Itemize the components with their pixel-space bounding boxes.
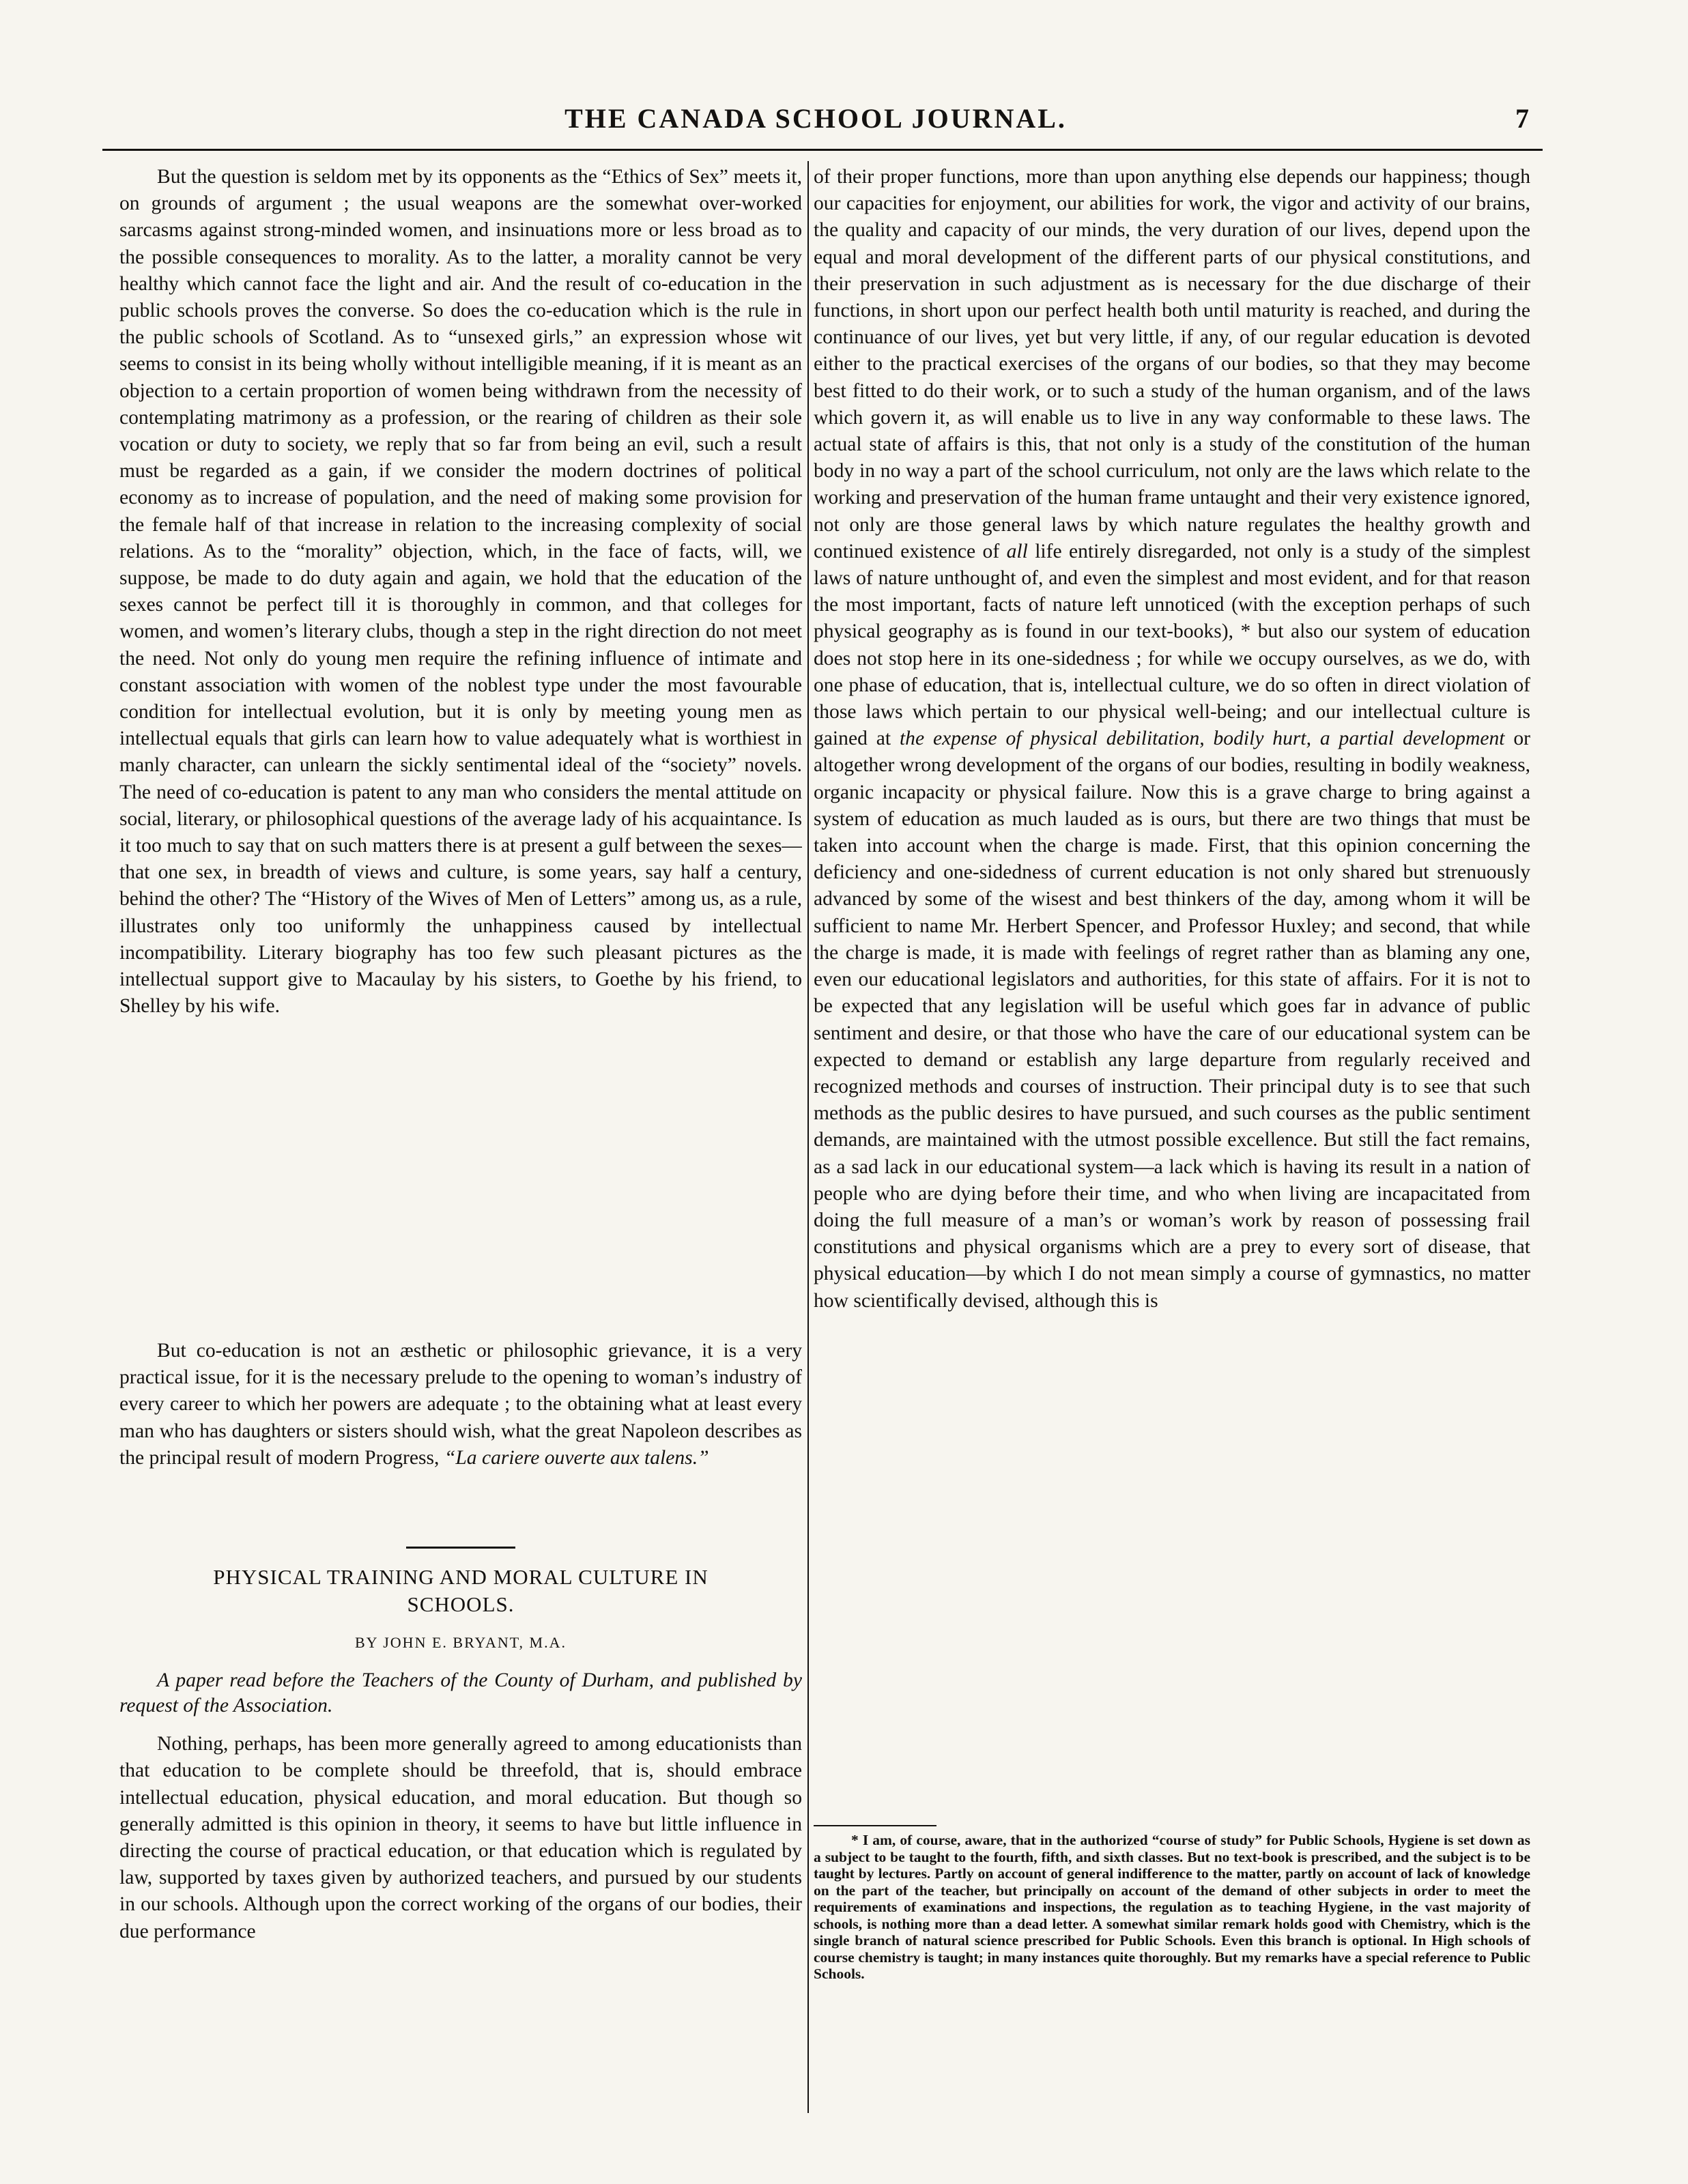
paragraph-opening: Nothing, perhaps, has been more generally agreed to among educationists than that education to be complete should be threefold, that is, should embrace intellectual education, physical education, and moral education. But though so generally admitted is this opinion in theory, it seems to have but little influence in directing the course of practical education, or that education which is regulated by law, supported by taxes given by authorized teachers, and pursued by our students in our schools. Although upon the correct working of the organs of our bodies, their due performance: [119, 1733, 802, 1942]
paragraph-coeducation: [119, 1338, 802, 1471]
continued-text-part1: of their proper functions, more than upon anything else depends our happiness; though our capacities for enjoyment, our abilities for work, the vigor and activity of our brains, the quality and capacity of our minds, the very duration of our lives, depend upon the equal and moral development of the different parts of our physical constitutions, and their preservation in such adjustment as is necessary for the due discharge of their functions, in short upon our perfect health both until maturity is reached, and during the continuance of our lives, yet but very little, if any, of our regular education is devoted either to the practical exercises of the organs of our bodies, so that they may become best fitted to do their work, or to such a study of the human organism, and of the laws which govern it, as will enable us to live in any way conformable to these laws. The actual state of affairs is this, that not only is a study of the constitution of the human body in no way a part of the school curriculum, not only are the laws which relate to the working and preservation of the human frame untaught and their very existence ignored, not only are those general laws by which nature regulates the healthy growth and continued existence of: [814, 166, 1530, 562]
header-rule: [102, 149, 1543, 151]
emphasis-expense: the expense of physical debilitation, bodily hurt, a partial development: [899, 728, 1505, 750]
article-subtitle: A paper read before the Teachers of the County of Durham, and published by request of the Association.: [119, 1669, 802, 1717]
continued-text-part3: or altogether wrong development of the organs of our bodies, resulting in bodily weakness, organic incapacity or physical failure. Now this is a grave charge to bring against a system of education as much lauded as is ours, but there are two things that must be taken into account when the charge is made. First, that this opinion concerning the deficiency and one-sidedness of current education is not only shared but strenuously advanced by some of the wisest and best thinkers of the day, among whom it will be sufficient to name Mr. Herbert Spencer, and Professor Huxley; and second, that while the charge is made, it is made with feelings of regret rather than as blaming any one, even our educational legislators and authorities, for this state of affairs. For it is not to be expected that any legislation will be useful which goes far in advance of public sentiment and desire, or that those who have the care of our educational system can be expected to demand or establish any large departure from regularly received and recognized methods and courses of instruction. Their principal duty is to see that such methods as the public desires to have pursued, and such courses as the public sentiment demands, are maintained with the utmost possible excellence. But still the fact remains, as a sad lack in our educational system—a lack which is having its result in a nation of people who are dying before their time, and who when living are incapacitated from doing the full measure of a man’s or woman’s work by reason of possessing frail constitutions and physical organisms which are a prey to every sort of disease, that physical education—by which I do not mean simply a course of gymnastics, no matter how scientifically devised, although this is: [814, 728, 1530, 1312]
article-title-line2: SCHOOLS.: [407, 1592, 515, 1617]
footnote: * I am, of course, aware, that in the authorized “course of study” for Public Schools, Hygiene is set down as a subject to be taught to the fourth, fifth, and sixth classes. But no text-book is prescribed, and the subject is to be taught by lectures. Partly on account of general indifference to the matter, partly on account of lack of knowledge on the part of the teacher, but principally on account of the demand of other subjects in order to meet the requirements of examinations and inspections, the regulation as to teaching Hygiene, in the vast majority of schools, is nothing more than a dead letter. A somewhat similar remark holds good with Chemistry, which is the single branch of natural science prescribed for Public Schools. Even this branch is optional. In High schools of course chemistry is taught; in many instances quite thoroughly. But my remarks have a special reference to Public Schools.: [814, 1832, 1530, 1982]
left-column: [119, 164, 802, 1945]
paragraph-continued: [814, 164, 1530, 1821]
section-separator: [406, 1547, 515, 1549]
right-column: [814, 164, 1530, 1983]
masthead: [102, 102, 1529, 143]
continued-text-part2: life entirely disregarded, not only is a study of the simplest laws of nature unthought of, and even the simplest and most evident, and for that reason the most important, facts of nature left unnoticed (with the exception perhaps of such physical geography as is found in our text-books), * but also our system of education does not stop here in its one-sidedness ; for while we occupy ourselves, as we do, with one phase of education, that is, intellectual culture, we do so often in direct violation of those laws which pertain to our physical well-being; and our intellectual culture is gained at: [814, 540, 1530, 750]
journal-title: THE CANADA SCHOOL JOURNAL.: [564, 103, 1067, 134]
column-divider: [807, 161, 809, 2113]
article-title: [119, 1564, 802, 1618]
author-byline: BY JOHN E. BRYANT, M.A.: [354, 1634, 567, 1652]
article-title-line1: PHYSICAL TRAINING AND MORAL CULTURE IN: [213, 1565, 709, 1590]
emphasis-all: all: [1006, 540, 1028, 562]
coeducation-quote: “La cariere ouverte aux talens.”: [444, 1446, 709, 1469]
coeducation-text: But co-education is not an æsthetic or philosophic grievance, it is a very practical issue, for it is the necessary prelude to the opening to woman’s industry of every career to which her powers are adequate ; to the obtaining what at least every man who has daughters or sisters should wish, what the great Napoleon describes as the principal result of modern Progress,: [119, 1340, 802, 1469]
footnote-rule: [814, 1825, 936, 1826]
paragraph-ethics-of-sex: But the question is seldom met by its opponents as the “Ethics of Sex” meets it, on grounds of argument ; the usual weapons are the somewhat over-worked sarcasms against strong-minded women, and insinuations more or less broad as to the possible consequences to morality. As to the latter, a morality cannot be very healthy which cannot face the light and air. And the result of co-education in the public schools proves the converse. So does the co-education which is the rule in the public schools of Scotland. As to “unsexed girls,” an expression whose wit seems to consist in its being wholly without intelligible meaning, if it is meant as an objection to a certain proportion of women being withdrawn from the necessity of contemplating matrimony as a profession, or the rearing of children as their sole vocation or duty to society, we reply that so far from being an evil, such a result must be regarded as a gain, if we consider the modern doctrines of political economy as to increase of population, and the need of making some provision for the female half of that increase in relation to the increasing complexity of social relations. As to the “morality” objection, which, in the face of facts, will, we suppose, be made to do duty again and again, we hold that the education of the sexes cannot be perfect till it is thoroughly in common, and that colleges for women, and women’s literary clubs, though a step in the right direction do not meet the need. Not only do young men require the refining influence of intimate and constant association with women of the noblest type under the most favourable condition for intellectual evolution, but it is only by meeting young men as intellectual equals that girls can learn how to value adequately what is worthiest in manly character, can unlearn the sickly sentimental ideal of the “society” novels. The need of co-education is patent to any man who considers the mental attitude on social, literary, or philosophical questions of the average lady of his acquaintance. Is it too much to say that on such matters there is at present a gulf between the sexes— that one sex, in breadth of views and culture, is some years, say half a century, behind the other? The “History of the Wives of Men of Letters” among us, as a rule, illustrates only too uniformly the unhappiness caused by intellectual incompatibility. Literary biography has too few such pleasant pictures as the intellectual support give to Macaulay by his sisters, to Goethe by his friend, to Shelley by his wife.: [119, 166, 802, 1018]
page-number: 7: [1515, 103, 1529, 134]
